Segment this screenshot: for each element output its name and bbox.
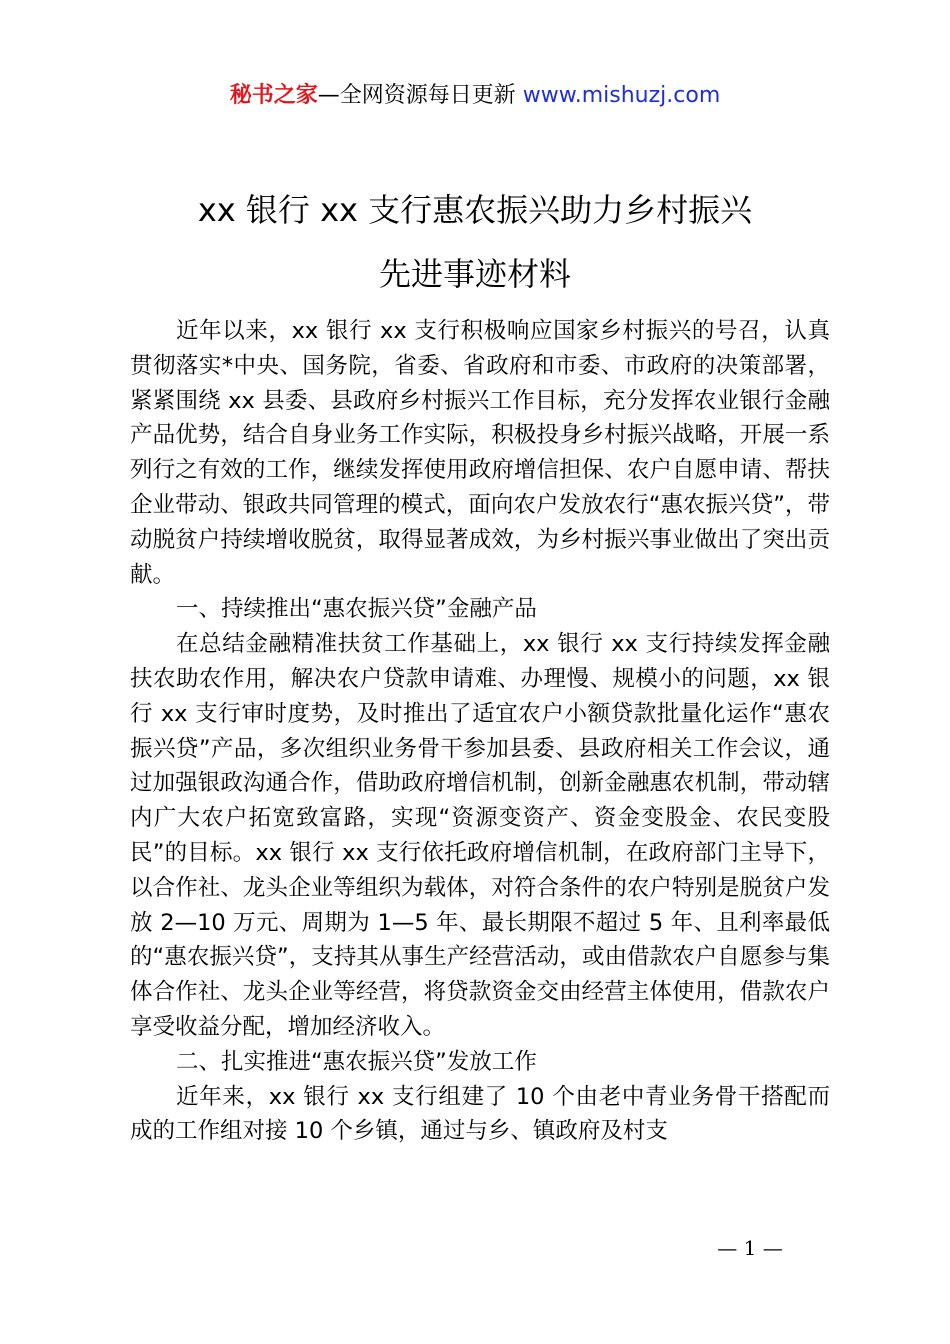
site-url-link[interactable]: www.mishuzj.com — [522, 83, 721, 108]
header-banner — [0, 80, 950, 112]
section-heading-1: 一、持续推出“惠农振兴贷”金融产品 — [176, 596, 537, 623]
section-heading-2: 二、扎实推进“惠农振兴贷”发放工作 — [176, 1048, 537, 1075]
brand-name: 秘书之家 — [229, 83, 318, 108]
document-body — [130, 314, 830, 1149]
page-number: — 1 — — [717, 1236, 783, 1260]
document-title-line-2: 先进事迹材料 — [378, 255, 571, 293]
header-tagline: —全网资源每日更新 — [317, 83, 523, 108]
document-title-line-1: xx 银行 xx 支行惠农振兴助力乡村振兴 — [197, 191, 753, 229]
section-2-paragraph: 近年来，xx 银行 xx 支行组建了 10 个由老中青业务骨干搭配而成的工作组对接 10 个乡镇，通过与乡、镇政府及村支 — [130, 1083, 830, 1145]
intro-paragraph: 近年以来，xx 银行 xx 支行积极响应国家乡村振兴的号召，认真贯彻落实*中央、国务院，省委、省政府和市委、市政府的决策部署，紧紧围绕 xx 县委、县政府乡村振兴工作目标，充分发挥农业银行金融产品优势，结合自身业务工作实际，积极投身乡村振兴战略，开展一系列行之有效的工作，继续发挥使用政府增信担保、农户自愿申请、帮扶企业带动、银政共同管理的模式，面向农户发放农行“惠农振兴贷”，带动脱贫户持续增收脱贫，取得显著成效，为乡村振兴事业做出了突出贡献。 — [130, 318, 830, 588]
section-1-paragraph: 在总结金融精准扶贫工作基础上，xx 银行 xx 支行持续发挥金融扶农助农作用，解决农户贷款申请难、办理慢、规模小的问题，xx 银行 xx 支行审时度势，及时推出了适宜农户小额贷款批量化运作“惠农振兴贷”产品，多次组织业务骨干参加县委、县政府相关工作会议，通过加强银政沟通合作，借助政府增信机制，创新金融惠农机制，带动辖内广大农户拓宽致富路，实现“资源变资产、资金变股金、农民变股民”的目标。xx 银行 xx 支行依托政府增信机制，在政府部门主导下，以合作社、龙头企业等组织为载体，对符合条件的农户特别是脱贫户发放 2—10 万元、周期为 1—5 年、最长期限不超过 5 年、且利率最低的“惠农振兴贷”，支持其从事生产经营活动，或由借款农户自愿参与集体合作社、龙头企业等经营，将贷款资金交由经营主体使用，借款农户享受收益分配，增加经济收入。 — [130, 631, 830, 1040]
